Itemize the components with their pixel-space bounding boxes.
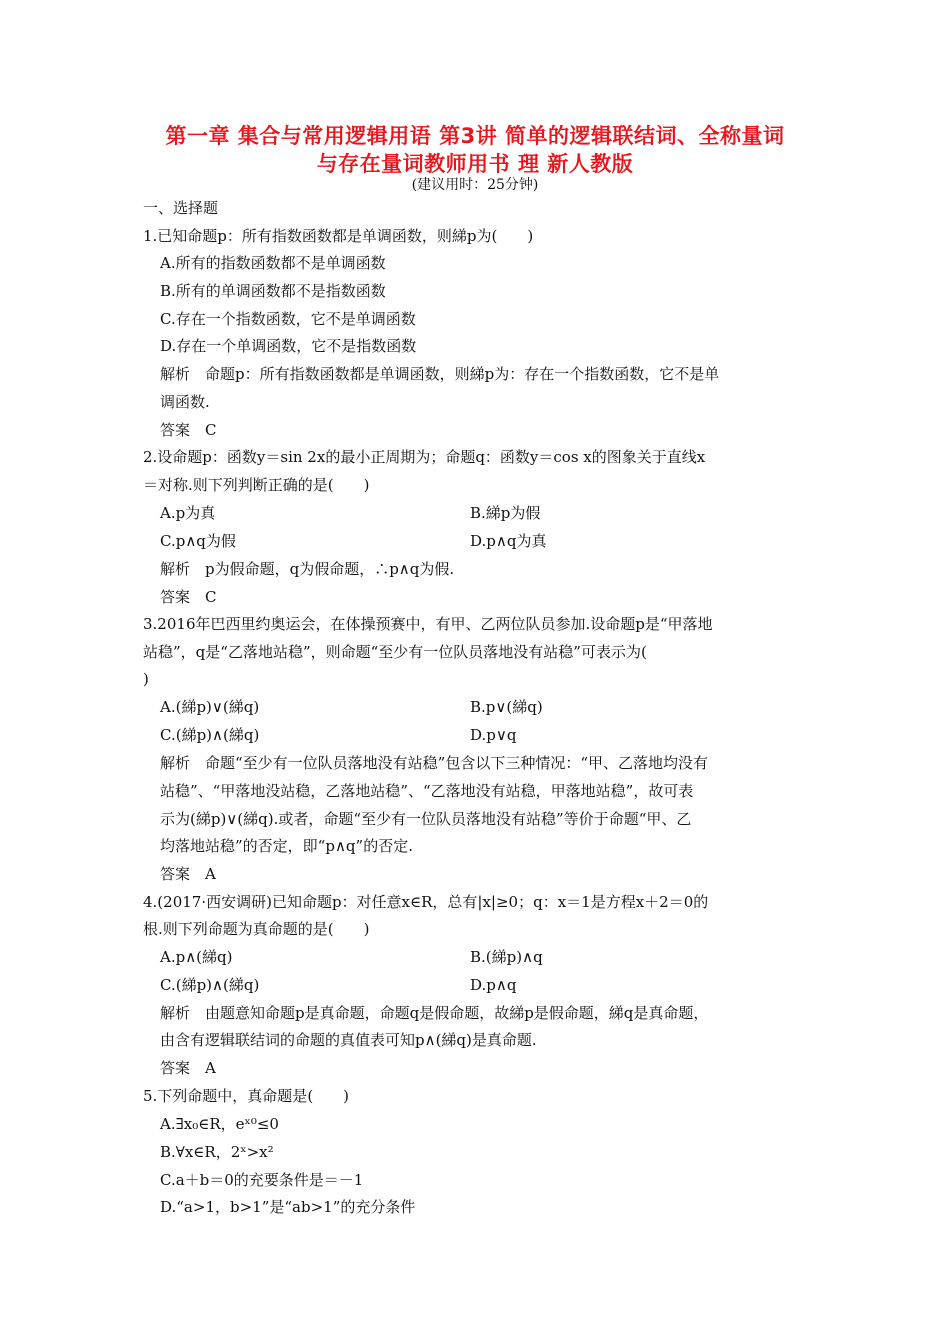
question-3-stem: )	[143, 670, 149, 688]
document-title-line2: 与存在量词教师用书 理 新人教版	[316, 152, 634, 176]
question-4-answer: 答案 A	[160, 1059, 216, 1077]
question-3-answer: 答案 A	[160, 865, 216, 883]
question-2-analysis: 解析 p为假命题，q为假命题，∴p∧q为假.	[160, 560, 455, 578]
question-3-analysis: 均落地站稳”的否定，即“p∧q”的否定.	[160, 837, 413, 855]
question-4-analysis: 解析 由题意知命题p是真命题，命题q是假命题，故綈p是假命题，綈q是真命题，	[160, 1004, 709, 1022]
question-3-analysis: 解析 命题“至少有一位队员落地没有站稳”包含以下三种情况：“甲、乙落地均没有	[160, 754, 709, 772]
suggested-time: (建议用时：25分钟)	[411, 177, 539, 193]
question-1-option-c: C.存在一个指数函数，它不是单调函数	[160, 310, 416, 328]
section-heading: 一、选择题	[143, 199, 219, 217]
question-4-option-b: B.(綈p)∧q	[470, 948, 543, 966]
question-4-stem: 4.(2017·西安调研)已知命题p：对任意x∈R，总有|x|≥0；q：x＝1是方程x＋2＝0的	[143, 893, 709, 911]
question-3-option-c: C.(綈p)∧(綈q)	[160, 726, 260, 744]
question-3-stem: 3.2016年巴西里约奥运会，在体操预赛中，有甲、乙两位队员参加.设命题p是“甲落地	[143, 615, 713, 633]
question-3-option-b: B.p∨(綈q)	[470, 698, 543, 716]
question-2-option-b: B.綈p为假	[470, 504, 541, 522]
question-4-option-a: A.p∧(綈q)	[160, 948, 233, 966]
question-2-option-a: A.p为真	[160, 504, 216, 522]
question-5-option-a: A.∃x₀∈R，eˣ⁰≤0	[160, 1115, 279, 1133]
question-5-stem: 5.下列命题中，真命题是( )	[143, 1087, 350, 1105]
question-2-answer: 答案 C	[160, 588, 217, 606]
question-3-analysis: 站稳”、“甲落地没站稳，乙落地站稳”、“乙落地没有站稳，甲落地站稳”，故可表	[160, 782, 694, 800]
question-4-analysis: 由含有逻辑联结词的命题的真值表可知p∧(綈q)是真命题.	[160, 1031, 537, 1049]
question-3-analysis: 示为(綈p)∨(綈q).或者，命题“至少有一位队员落地没有站稳”等价于命题“甲、乙	[160, 810, 692, 828]
document-title-line1: 第一章 集合与常用逻辑用语 第3讲 简单的逻辑联结词、全称量词	[165, 124, 785, 148]
question-1-analysis: 调函数.	[160, 393, 210, 411]
question-4-option-d: D.p∧q	[470, 976, 517, 994]
question-2-stem: ＝对称.则下列判断正确的是( )	[143, 476, 370, 494]
question-5-option-c: C.a＋b＝0的充要条件是＝－1	[160, 1171, 364, 1189]
question-1-option-b: B.所有的单调函数都不是指数函数	[160, 282, 386, 300]
question-3-option-d: D.p∨q	[470, 726, 517, 744]
question-4-stem: 根.则下列命题为真命题的是( )	[143, 920, 370, 938]
question-5-option-d: D.“a>1，b>1”是“ab>1”的充分条件	[160, 1198, 416, 1216]
question-2-option-d: D.p∧q为真	[470, 532, 547, 550]
question-2-stem: 2.设命题p：函数y＝sin 2x的最小正周期为；命题q：函数y＝cos x的图象关于直线x	[143, 448, 706, 466]
question-4-option-c: C.(綈p)∧(綈q)	[160, 976, 260, 994]
question-1-option-d: D.存在一个单调函数，它不是指数函数	[160, 337, 417, 355]
question-1-analysis: 解析 命题p：所有指数函数都是单调函数，则綈p为：存在一个指数函数，它不是单	[160, 365, 720, 383]
question-1-option-a: A.所有的指数函数都不是单调函数	[160, 254, 386, 272]
question-3-stem: 站稳”，q是“乙落地站稳”，则命题“至少有一位队员落地没有站稳”可表示为(	[143, 643, 647, 661]
question-5-option-b: B.∀x∈R，2ˣ>x²	[160, 1143, 274, 1161]
question-2-option-c: C.p∧q为假	[160, 532, 236, 550]
question-3-option-a: A.(綈p)∨(綈q)	[160, 698, 260, 716]
question-1-stem: 1.已知命题p：所有指数函数都是单调函数，则綈p为( )	[143, 227, 534, 245]
question-1-answer: 答案 C	[160, 421, 217, 439]
